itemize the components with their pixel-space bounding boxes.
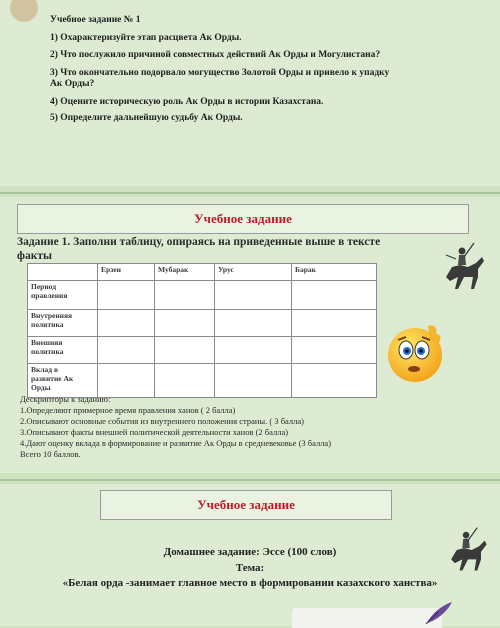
row-label: Период правления xyxy=(28,281,98,310)
table-row xyxy=(28,310,377,337)
table-header-cell: Урус xyxy=(215,264,292,281)
task-panel-3 xyxy=(0,484,500,626)
question-3: 3) Что окончательно подорвало могущество Золотой Орды и привело к упадку xyxy=(50,68,390,78)
paper-sheet xyxy=(292,608,442,628)
task-panel-2 xyxy=(0,197,500,473)
descriptors xyxy=(20,394,331,460)
table-cell[interactable] xyxy=(292,281,377,310)
emoji-worried-icon xyxy=(384,320,450,386)
divider xyxy=(0,479,500,481)
task-title: Учебное задание № 1 xyxy=(50,15,141,25)
table-header-cell xyxy=(28,264,98,281)
table-header-row xyxy=(28,264,377,281)
section-banner: Учебное задание xyxy=(17,204,469,234)
table-cell[interactable] xyxy=(292,337,377,364)
descriptor-line: 4.Дают оценку вклада в формирование и развитие Ак Орды в средневековье (3 балла) xyxy=(20,438,332,448)
quill-icon xyxy=(424,600,454,626)
table-cell[interactable] xyxy=(292,364,377,398)
table-cell[interactable] xyxy=(215,281,292,310)
row-label: Внутренняя политика xyxy=(28,310,98,337)
row-label: Вклад в развитие Ак Орды xyxy=(28,364,98,398)
divider xyxy=(0,192,500,194)
table-cell[interactable] xyxy=(155,364,215,398)
table-row xyxy=(28,364,377,398)
table-cell[interactable] xyxy=(155,337,215,364)
question-5: 5) Определите дальнейшую судьбу Ак Орды. xyxy=(50,113,243,123)
descriptor-line: 2.Описывают основные события из внутреннего положения страны. ( 3 балла) xyxy=(20,416,304,426)
khans-table xyxy=(27,263,377,398)
table-row xyxy=(28,337,377,364)
table-header-cell: Мубарак xyxy=(155,264,215,281)
table-cell[interactable] xyxy=(155,281,215,310)
table-header-cell: Ерзен xyxy=(98,264,155,281)
row-label: Внешняя политика xyxy=(28,337,98,364)
table-cell[interactable] xyxy=(98,281,155,310)
table-header-cell: Барак xyxy=(292,264,377,281)
question-2: 2) Что послужило причиной совместных действий Ак Орды и Могулистана? xyxy=(50,50,381,60)
task-instruction xyxy=(17,235,437,263)
task-panel-1 xyxy=(0,0,500,186)
task-instruction-line: Задание 1. Заполни таблицу, опираясь на приведенные выше в тексте xyxy=(17,236,381,248)
descriptor-line: 1.Определяют примерное время правления ханов ( 2 балла) xyxy=(20,405,236,415)
homework-theme: «Белая орда -занимает главное место в формировании казахского ханства» xyxy=(62,577,438,589)
task-instruction-line: факты xyxy=(17,250,52,262)
homework-title: Домашнее задание: Эссе (100 слов) xyxy=(163,546,337,558)
table-cell[interactable] xyxy=(98,337,155,364)
table-cell[interactable] xyxy=(215,364,292,398)
table-cell[interactable] xyxy=(98,364,155,398)
descriptor-line: 3.Описывают факты внешней политической деятельности ханов (2 балла) xyxy=(20,427,289,437)
question-4: 4) Оцените историческую роль Ак Орды в истории Казахстана. xyxy=(50,97,324,107)
table-cell[interactable] xyxy=(98,310,155,337)
homework-theme-label: Тема: xyxy=(235,562,265,574)
descriptor-line: Дескрипторы к заданию: xyxy=(20,394,111,404)
section-banner: Учебное задание xyxy=(100,490,392,520)
horseman-icon xyxy=(443,522,491,578)
table-cell[interactable] xyxy=(215,337,292,364)
table-row xyxy=(28,281,377,310)
question-1: 1) Охарактеризуйте этап расцвета Ак Орды. xyxy=(50,33,242,43)
table-cell[interactable] xyxy=(155,310,215,337)
table-cell[interactable] xyxy=(292,310,377,337)
corner-ornament xyxy=(10,0,38,22)
descriptor-line: Всего 10 баллов. xyxy=(20,449,81,459)
table-cell[interactable] xyxy=(215,310,292,337)
question-3-cont: Ак Орды? xyxy=(50,79,95,89)
horseman-icon xyxy=(438,237,488,297)
